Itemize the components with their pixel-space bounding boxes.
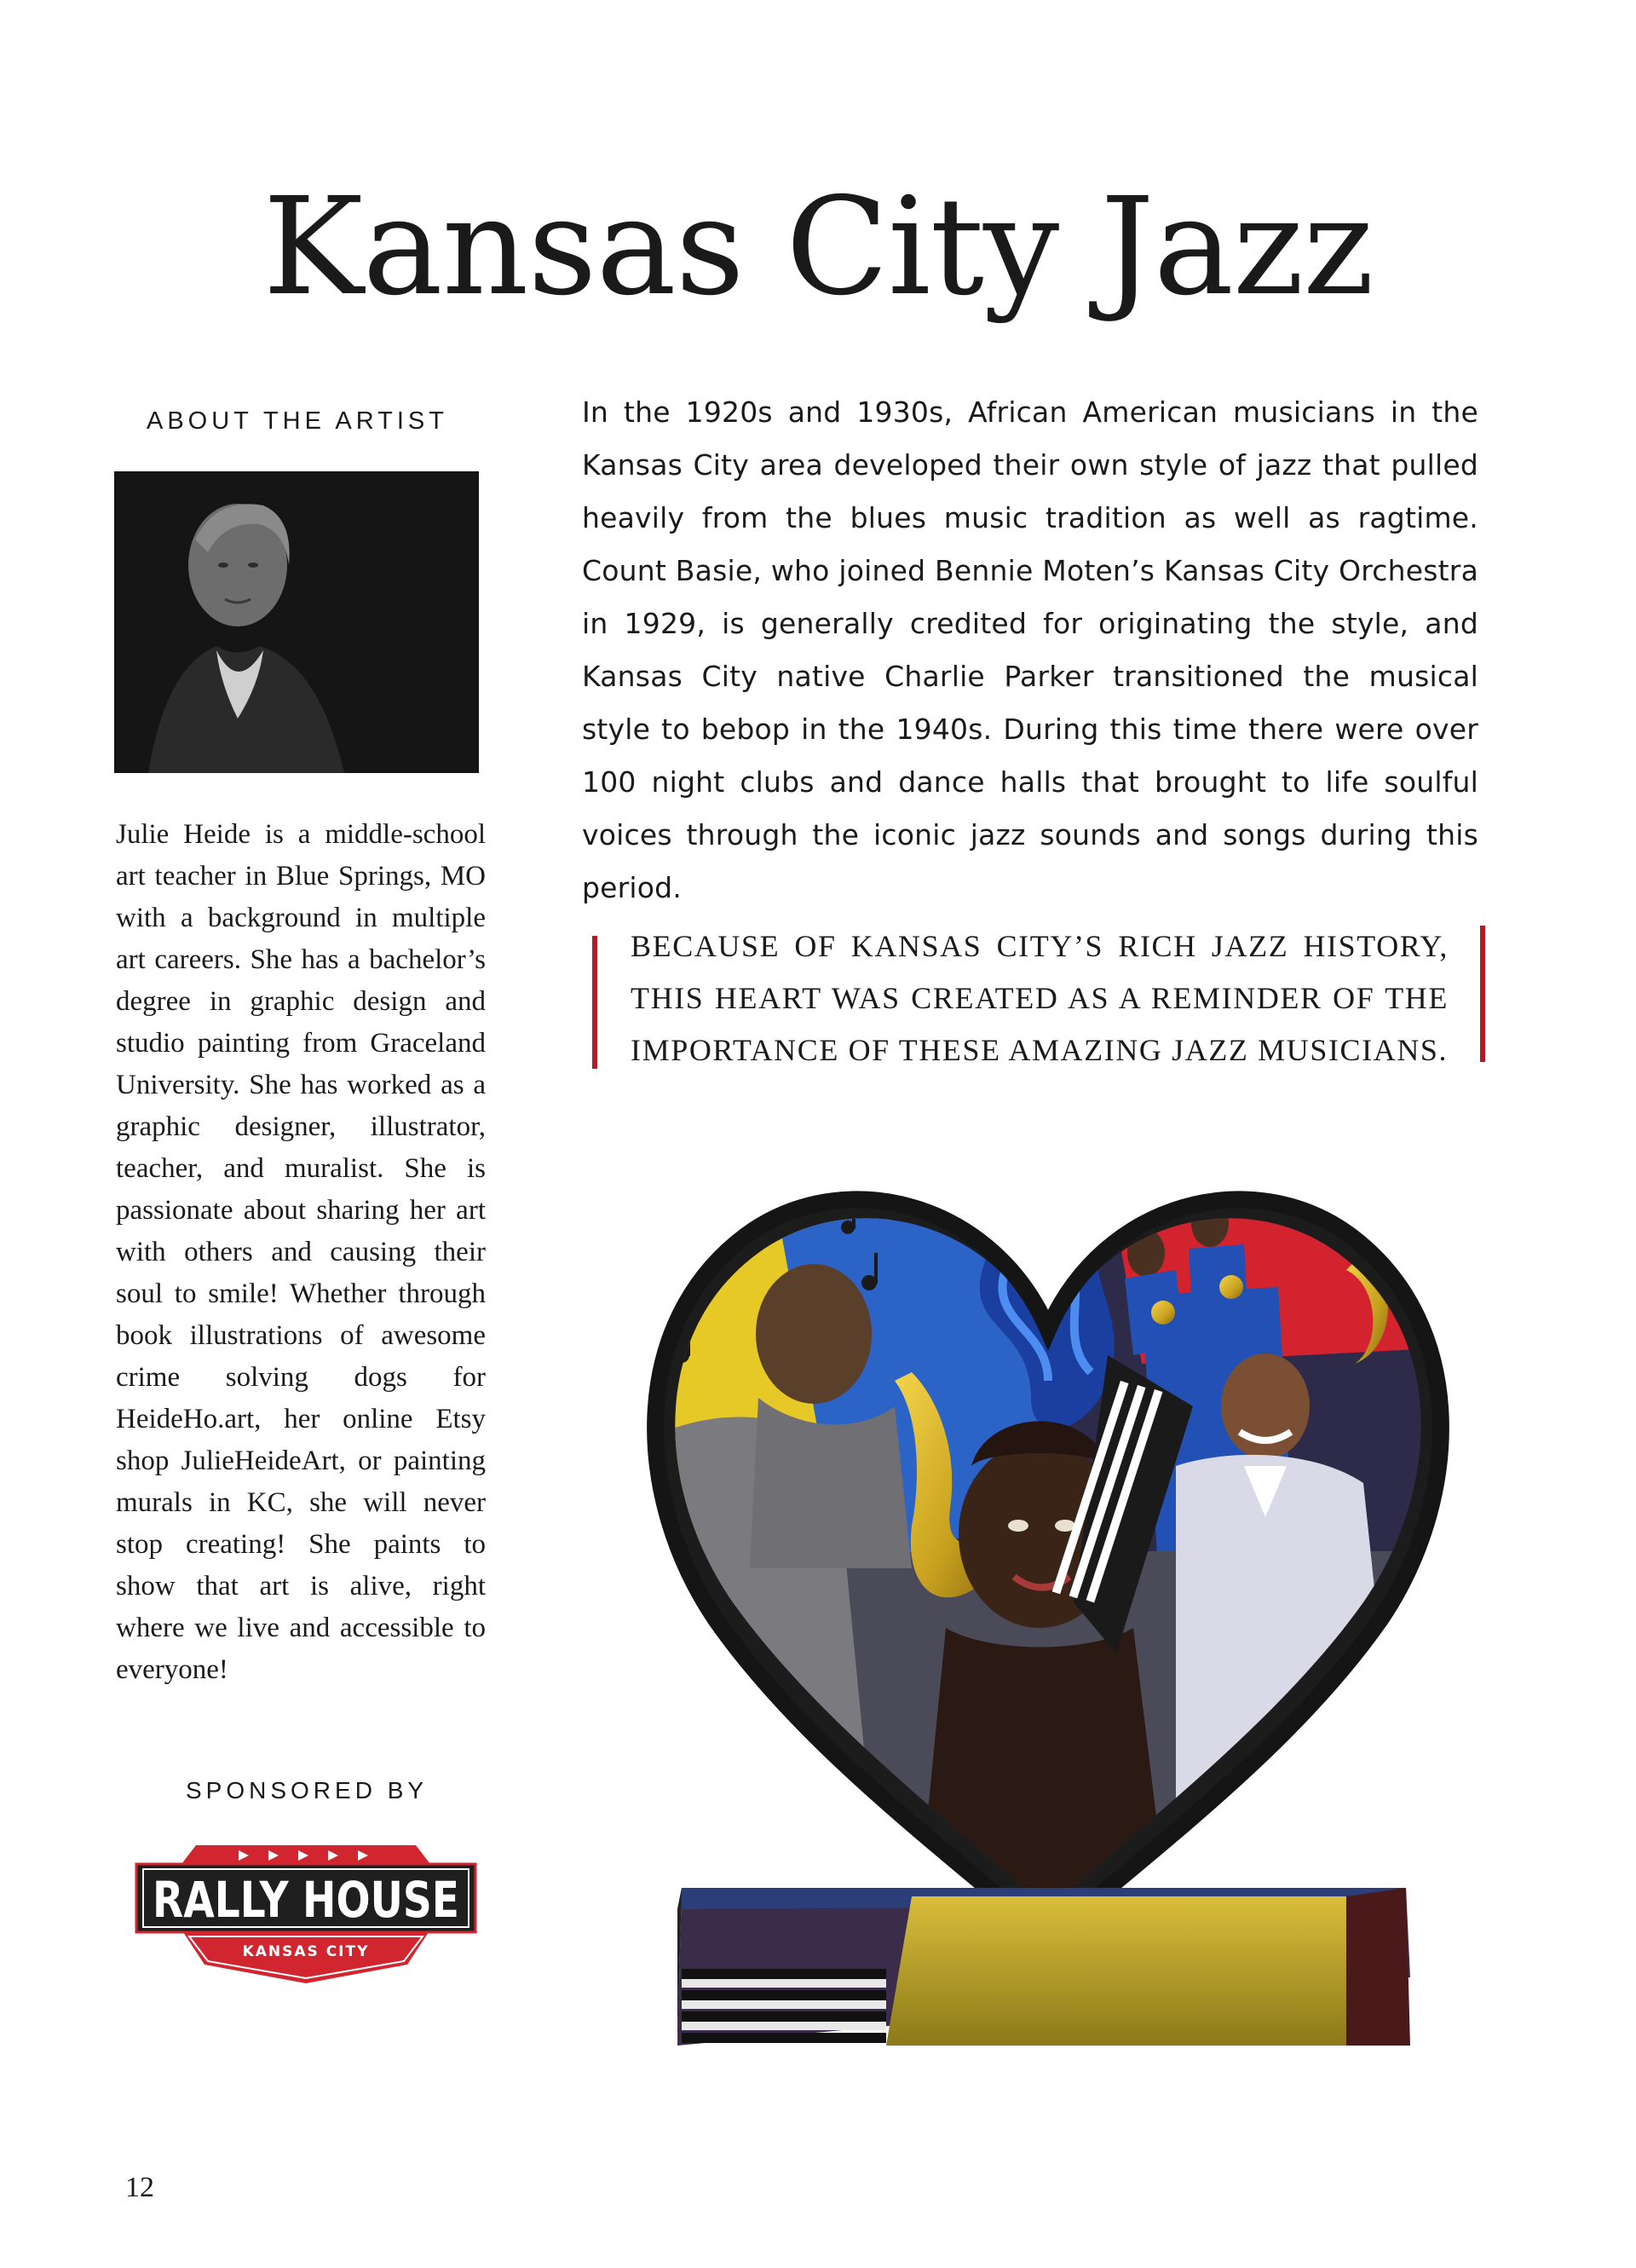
page-title: Kansas City Jazz [262,168,1374,326]
intro-paragraph: In the 1920s and 1930s, African American musicians in the Kansas City area developed their own style of jazz that pulled heavily from the blues music tradition as well as ragtime. Count Basie, who joined Bennie Moten’s Kansas City Orchestra in 1929, is generally credited for originating the style, and Kansas City native Charlie Parker transitioned the musical style to bebop in the 1940s. During this time there were over 100 night clubs and dance halls that brought to life soulful voices through the iconic jazz sounds and songs during this period. [582,395,1478,904]
pullquote-right-bar [1480,926,1485,1062]
rally-house-logo-graphic [136,1828,475,1986]
about-artist-heading: ABOUT THE ARTIST [147,407,448,435]
page-number: 12 [125,2172,154,2203]
artist-bio: Julie Heide is a middle-school art teacher in Blue Springs, MO with a background in multiple art careers. She has a bachelor’s degree in graphic design and studio painting from Graceland University. She has worked as a graphic designer, illustrator, teacher, and muralist. She is passionate about sharing her art with others and causing their soul to smile! Whether through book illustrations of awesome crime solving dogs for HeideHo.art, her online Etsy shop JulieHeideArt, or painting murals in KC, she will never stop creating! She paints to show that art is alive, right where we live and accessible to everyone! [116,819,486,1685]
heart-sculpture-image [631,1125,1466,2063]
pullquote-left-bar [592,936,597,1069]
logo-subtext: KANSAS CITY [242,1943,370,1960]
portrait-image [114,471,479,773]
rally-house-logo [136,1828,475,1986]
jazz-heart-artwork [631,1125,1466,2063]
artist-portrait [114,471,479,773]
pullquote-text: BECAUSE OF KANSAS CITY’S RICH JAZZ HISTORY, THIS HEART WAS CREATED AS A REMINDER OF THE IMPORTANCE OF THESE AMAZING JAZZ MUSICIANS. [631,929,1449,1067]
sponsored-by-heading: SPONSORED BY [186,1777,429,1803]
logo-wordmark: RALLY HOUSE [153,1871,459,1929]
